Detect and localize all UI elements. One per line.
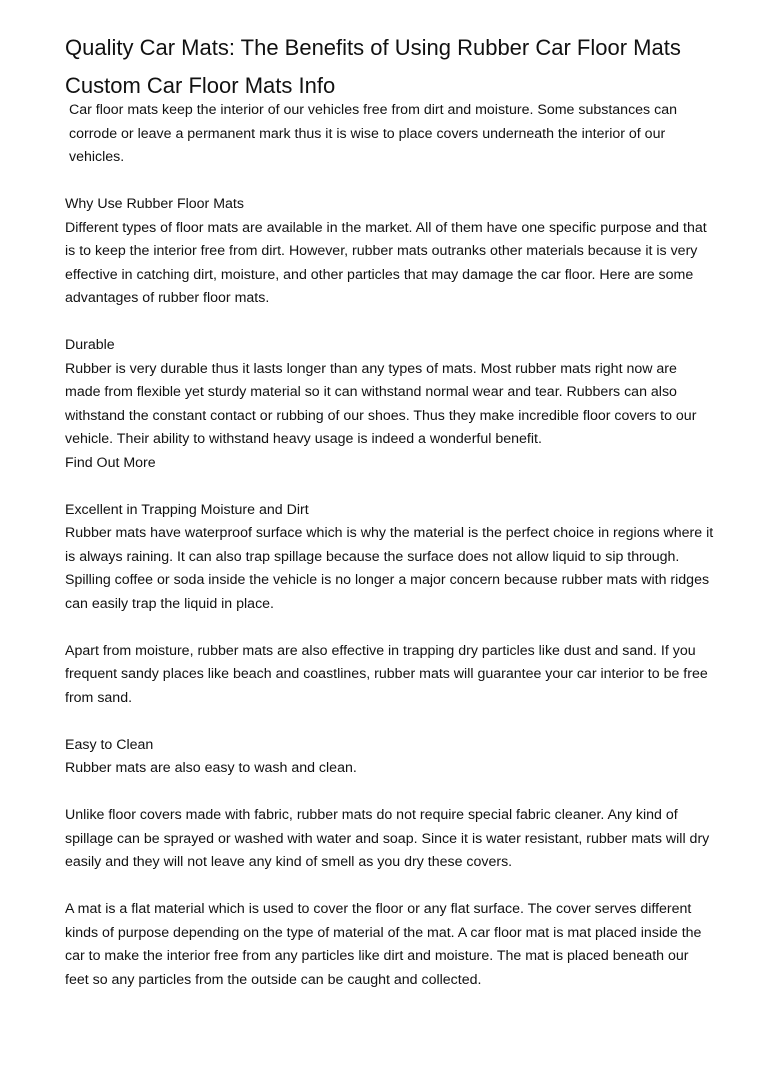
document-page [65, 36, 715, 992]
section-heading-easy-clean: Easy to Clean [65, 736, 154, 753]
section-text-easy-clean: Rubber mats are also easy to wash and clean. [65, 760, 357, 776]
section-text-why-rubber: Different types of floor mats are available in the market. All of them have one specific purpose and that is to keep the interior free from dirt. However, rubber mats outranks other materials because it is very effective in catching dirt, moisture, and other particles that may damage the car floor. Here are some advantages of rubber floor mats. [65, 219, 707, 306]
section-text-trapping-2: Apart from moisture, rubber mats are also effective in trapping dry particles like dust and sand. If you frequent sandy places like beach and coastlines, rubber mats will guarantee your car interior to be free from sand. [65, 642, 708, 706]
document-title: Quality Car Mats: The Benefits of Using Rubber Car Floor Mats [65, 35, 681, 60]
section-text-trapping: Rubber mats have waterproof surface which is why the material is the perfect choice in regions where it is always raining. It can also trap spillage because the surface does not allow liquid to sip through. Spilling coffee or soda inside the vehicle is no longer a major concern because rubber mats with ridges can easily trap the liquid in place. [65, 525, 714, 612]
document-subtitle: Custom Car Floor Mats Info [65, 73, 336, 98]
intro-paragraph: Car floor mats keep the interior of our vehicles free from dirt and moisture. Some substances can corrode or leave a permanent mark thus it is wise to place covers underneath the interior of our vehicles. [69, 102, 677, 165]
section-heading-trapping: Excellent in Trapping Moisture and Dirt [65, 501, 309, 518]
section-text-durable: Rubber is very durable thus it lasts longer than any types of mats. Most rubber mats right now are made from flexible yet sturdy material so it can withstand normal wear and tear. Rubbers can also withstand the constant contact or rubbing of our shoes. Thus they make incredible floor covers to our vehicle. Their ability to withstand heavy usage is indeed a wonderful benefit. [65, 360, 697, 447]
section-heading-why-rubber: Why Use Rubber Floor Mats [65, 196, 244, 212]
section-text-easy-clean-3: A mat is a flat material which is used to cover the floor or any flat surface. The cover serves different kinds of purpose depending on the type of material of the mat. A car floor mat is mat placed inside the car to make the interior free from any particles like dirt and moisture. The mat is placed beneath our feet so any particles from the outside can be caught and collected. [65, 901, 702, 988]
find-out-more-link[interactable]: Find Out More [65, 454, 156, 471]
section-text-easy-clean-2: Unlike floor covers made with fabric, rubber mats do not require special fabric cleaner. Any kind of spillage can be sprayed or washed with water and soap. Since it is water resistant, rubber mats will dry easily and they will not leave any kind of smell as you dry these covers. [65, 807, 710, 870]
section-heading-durable: Durable [65, 337, 115, 353]
